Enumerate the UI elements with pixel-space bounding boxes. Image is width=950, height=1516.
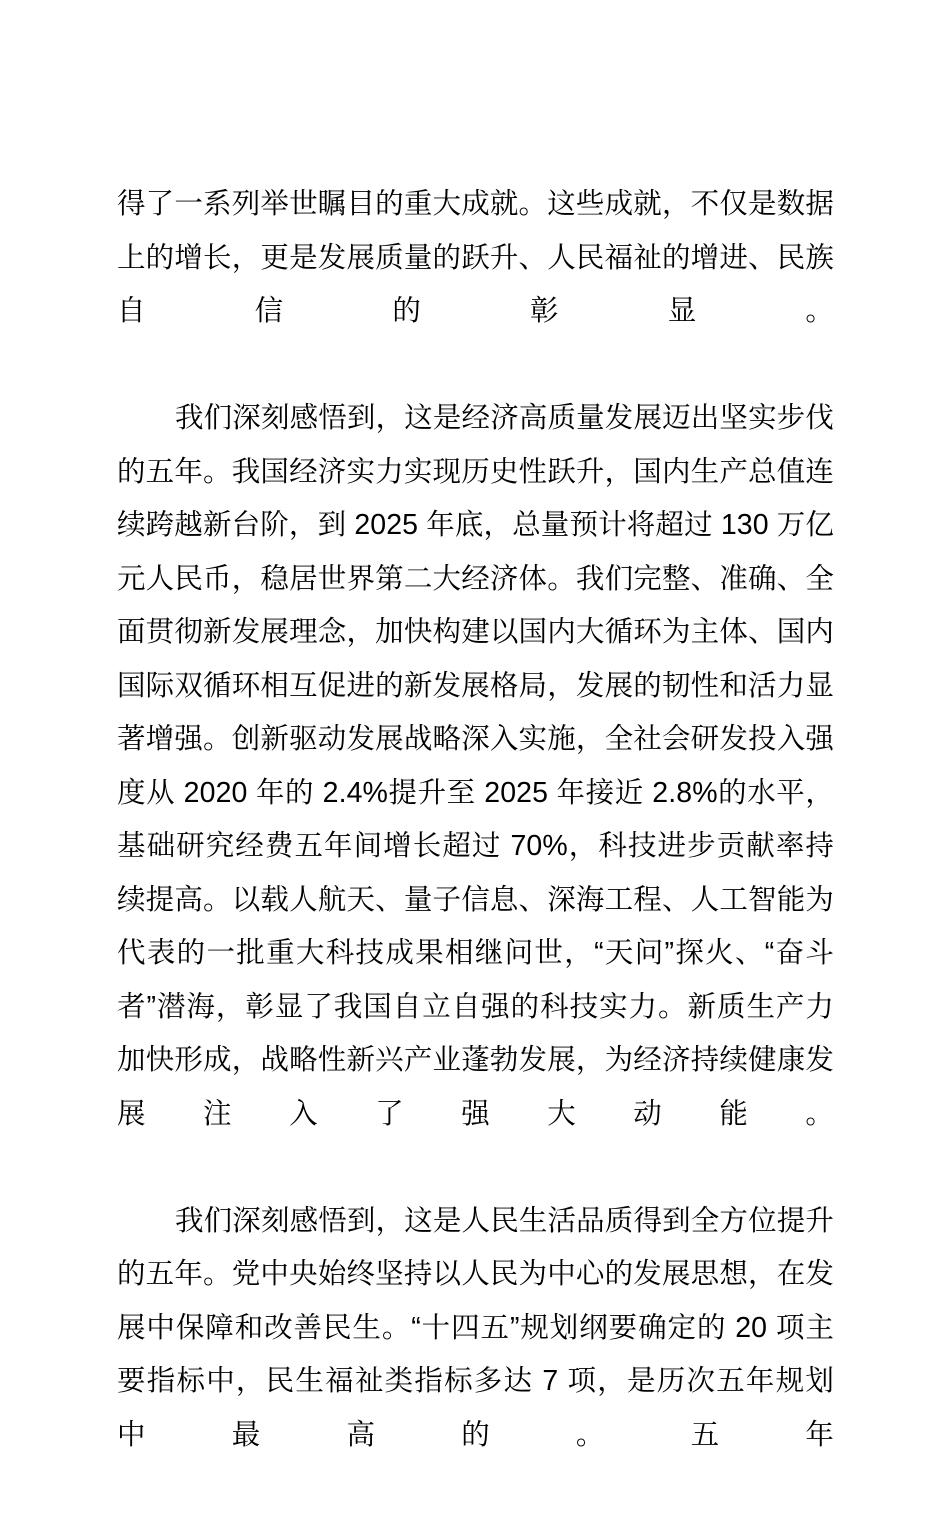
document-text-body xyxy=(117,178,834,1516)
paragraph-1: 得了一系列举世瞩目的重大成就。这些成就，不仅是数据上的增长，更是发展质量的跃升、人民福祉的增进、民族自信的彰显。 xyxy=(117,188,834,327)
paragraph-3: 我们深刻感悟到，这是人民生活品质得到全方位提升的五年。党中央始终坚持以人民为中心的发展思想，在发展中保障和改善民生。“十四五”规划纲要确定的 20 项主要指标中，民生福祉类指标多达 7 项，是历次五年规划中最高的。五年 xyxy=(117,1204,834,1451)
paragraph-2: 我们深刻感悟到，这是经济高质量发展迈出坚实步伐的五年。我国经济实力实现历史性跃升，国内生产总值连续跨越新台阶，到 2025 年底，总量预计将超过 130 万亿元人民币，稳居世界第二大经济体。我们完整、准确、全面贯彻新发展理念，加快构建以国内大循环为主体、国内国际双循环相互促进的新发展格局，发展的韧性和活力显著增强。创新驱动发展战略深入实施，全社会研发投入强度从 2020 年的 2.4%提升至 2025 年接近 2.8%的水平，基础研究经费五年间增长超过 70%，科技进步贡献率持续提高。以载人航天、量子信息、深海工程、人工智能为代表的一批重大科技成果相继问世，“天问”探火、“奋斗者”潜海，彰显了我国自立自强的科技实力。新质生产力加快形成，战略性新兴产业蓬勃发展，为经济持续健康发展注入了强大动能。 xyxy=(117,402,834,1130)
